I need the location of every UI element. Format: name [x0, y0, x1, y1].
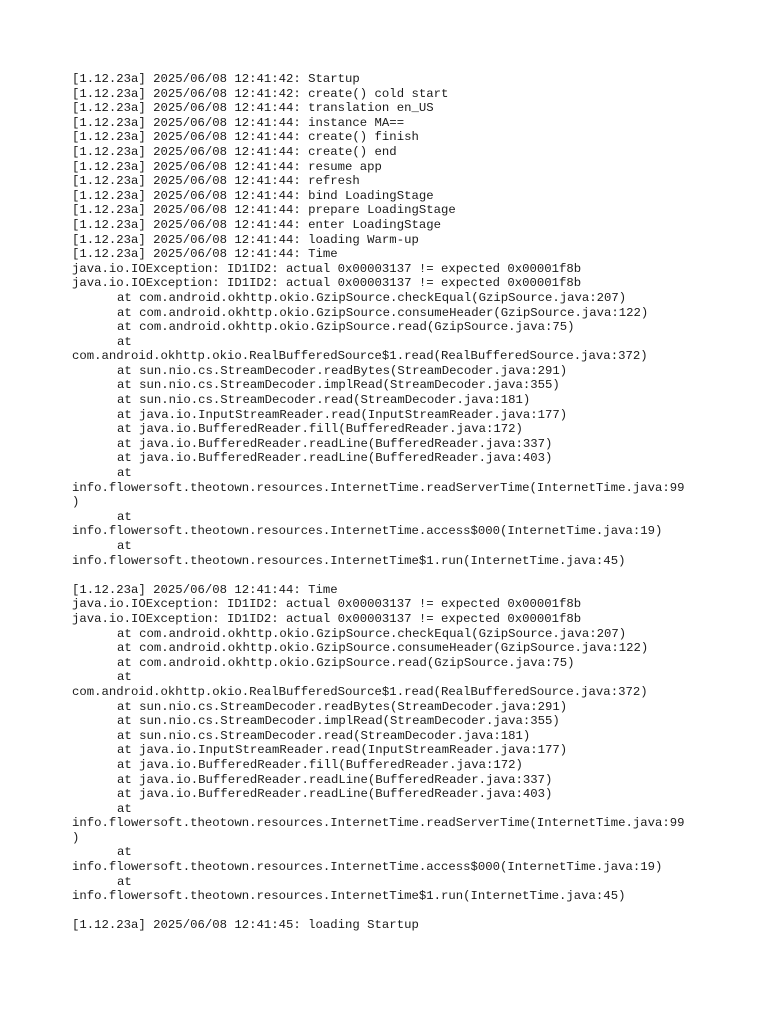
log-line: at com.android.okhttp.okio.GzipSource.checkEqual(GzipSource.java:207) [117, 290, 627, 305]
log-line: [1.12.23a] 2025/06/08 12:41:44: instance MA== [72, 115, 405, 130]
log-line: info.flowersoft.theotown.resources.InternetTime$1.run(InternetTime.java:45) [72, 889, 626, 904]
log-line: [1.12.23a] 2025/06/08 12:41:44: Time [72, 582, 338, 597]
blank-line [72, 568, 712, 583]
log-line: at java.io.BufferedReader.readLine(BufferedReader.java:337) [117, 772, 553, 787]
log-line: at [117, 670, 132, 685]
log-line: [1.12.23a] 2025/06/08 12:41:44: translation en_US [72, 101, 434, 116]
log-line: java.io.IOException: ID1ID2: actual 0x00003137 != expected 0x00001f8b [72, 261, 582, 276]
log-line: at java.io.BufferedReader.fill(BufferedReader.java:172) [117, 757, 523, 772]
log-line: at com.android.okhttp.okio.GzipSource.checkEqual(GzipSource.java:207) [117, 626, 627, 641]
log-line: java.io.IOException: ID1ID2: actual 0x00003137 != expected 0x00001f8b [72, 597, 582, 612]
log-line: [1.12.23a] 2025/06/08 12:41:44: bind LoadingStage [72, 188, 434, 203]
log-line: at sun.nio.cs.StreamDecoder.read(StreamDecoder.java:181) [117, 393, 531, 408]
log-line: at [117, 466, 132, 481]
log-line: info.flowersoft.theotown.resources.InternetTime.access$000(InternetTime.java:19) [72, 860, 663, 875]
log-line: at [117, 845, 132, 860]
log-line: at sun.nio.cs.StreamDecoder.read(StreamDecoder.java:181) [117, 728, 531, 743]
log-line: at com.android.okhttp.okio.GzipSource.consumeHeader(GzipSource.java:122) [117, 641, 649, 656]
log-line: [1.12.23a] 2025/06/08 12:41:45: loading Startup [72, 918, 419, 933]
log-line: at [117, 334, 132, 349]
log-line: at com.android.okhttp.okio.GzipSource.read(GzipSource.java:75) [117, 655, 575, 670]
log-line: [1.12.23a] 2025/06/08 12:41:44: loading Warm-up [72, 232, 419, 247]
log-line: ) [72, 830, 80, 845]
log-line: ) [72, 495, 80, 510]
log-line: [1.12.23a] 2025/06/08 12:41:44: enter LoadingStage [72, 217, 441, 232]
log-line: at com.android.okhttp.okio.GzipSource.read(GzipSource.java:75) [117, 320, 575, 335]
log-line: info.flowersoft.theotown.resources.InternetTime.readServerTime(InternetTime.java:99 [72, 480, 685, 495]
log-line: [1.12.23a] 2025/06/08 12:41:44: prepare LoadingStage [72, 203, 456, 218]
blank-line [72, 904, 712, 919]
log-line: com.android.okhttp.okio.RealBufferedSource$1.read(RealBufferedSource.java:372) [72, 349, 648, 364]
log-line: info.flowersoft.theotown.resources.InternetTime.access$000(InternetTime.java:19) [72, 524, 663, 539]
log-line: [1.12.23a] 2025/06/08 12:41:44: create() finish [72, 130, 419, 145]
log-line: at [117, 801, 132, 816]
log-line: at java.io.InputStreamReader.read(InputStreamReader.java:177) [117, 407, 568, 422]
log-line: at sun.nio.cs.StreamDecoder.readBytes(StreamDecoder.java:291) [117, 363, 568, 378]
log-line: at sun.nio.cs.StreamDecoder.implRead(StreamDecoder.java:355) [117, 378, 560, 393]
log-line: [1.12.23a] 2025/06/08 12:41:44: refresh [72, 174, 360, 189]
log-line: [1.12.23a] 2025/06/08 12:41:42: Startup [72, 72, 360, 86]
log-line: at com.android.okhttp.okio.GzipSource.consumeHeader(GzipSource.java:122) [117, 305, 649, 320]
log-line: at java.io.InputStreamReader.read(InputStreamReader.java:177) [117, 743, 568, 758]
log-line: at [117, 509, 132, 524]
log-line: at sun.nio.cs.StreamDecoder.implRead(StreamDecoder.java:355) [117, 714, 560, 729]
log-line: at [117, 539, 132, 553]
log-line: [1.12.23a] 2025/06/08 12:41:44: create() end [72, 144, 397, 159]
log-line: at java.io.BufferedReader.readLine(BufferedReader.java:403) [117, 451, 553, 466]
log-line: java.io.IOException: ID1ID2: actual 0x00003137 != expected 0x00001f8b [72, 611, 582, 626]
log-line: com.android.okhttp.okio.RealBufferedSource$1.read(RealBufferedSource.java:372) [72, 684, 648, 699]
log-line: at sun.nio.cs.StreamDecoder.readBytes(StreamDecoder.java:291) [117, 699, 568, 714]
log-line: info.flowersoft.theotown.resources.InternetTime.readServerTime(InternetTime.java:99 [72, 816, 685, 831]
log-line: at java.io.BufferedReader.readLine(BufferedReader.java:403) [117, 787, 553, 802]
log-document [72, 72, 712, 933]
log-line: java.io.IOException: ID1ID2: actual 0x00003137 != expected 0x00001f8b [72, 276, 582, 291]
log-line: [1.12.23a] 2025/06/08 12:41:42: create() cold start [72, 86, 449, 101]
log-line: at [117, 874, 132, 889]
log-line: at java.io.BufferedReader.fill(BufferedReader.java:172) [117, 422, 523, 437]
log-line: [1.12.23a] 2025/06/08 12:41:44: resume app [72, 159, 382, 174]
log-line: at java.io.BufferedReader.readLine(BufferedReader.java:337) [117, 436, 553, 451]
log-line: [1.12.23a] 2025/06/08 12:41:44: Time [72, 247, 338, 262]
log-line: info.flowersoft.theotown.resources.InternetTime$1.run(InternetTime.java:45) [72, 553, 626, 568]
